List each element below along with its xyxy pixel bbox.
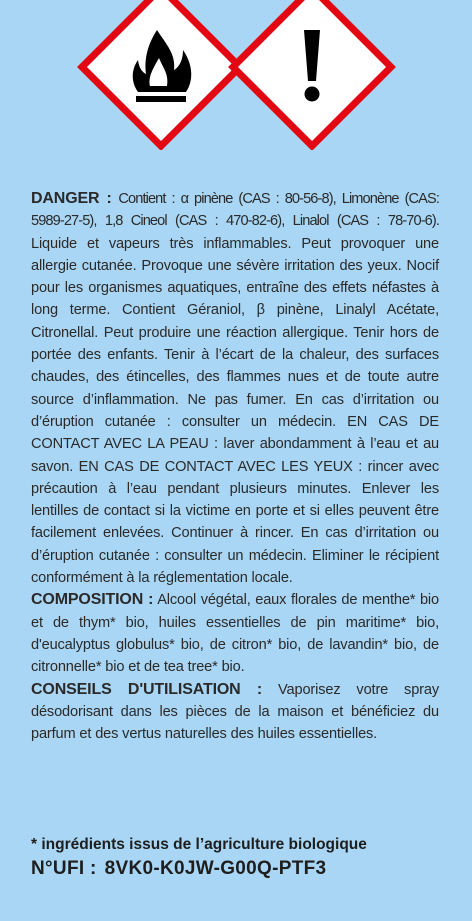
usage-text: Vaporisez votre spray désodorisant dans les pièces de la maison et bénéficiez du parfum et des vertus naturelles des huiles essentielles. — [31, 681, 439, 743]
ghs02-flame-icon — [82, 0, 240, 146]
usage-heading: CONSEILS D'UTILISATION : — [31, 680, 263, 698]
hazard-pictograms — [0, 0, 472, 150]
label-text — [31, 188, 439, 745]
composition-heading: COMPOSITION : — [31, 591, 154, 609]
ufi-line — [31, 858, 451, 880]
organic-footnote: * ingrédients issus de l’agriculture biologique — [31, 836, 367, 853]
danger-heading: DANGER : — [31, 190, 112, 207]
danger-contains: Contient : α pinène (CAS : 80-56-8), Limonène (CAS: 5989-27-5), 1,8 Cineol (CAS : 470-82-6), Linalol (CAS : 78-70-6). — [31, 191, 439, 230]
ghs07-exclamation-icon — [233, 0, 391, 146]
ufi-label: N°UFI : — [31, 858, 97, 879]
composition-section — [31, 589, 439, 678]
usage-section — [31, 679, 439, 746]
ufi-code: 8VK0-K0JW-G00Q-PTF3 — [104, 858, 327, 879]
composition-text: Alcool végétal, eaux florales de menthe* bio et de thym* bio, huiles essentielles de pin maritime* bio, d'eucalyptus globulus* bio, de citron* bio, de lavandin* bio, de citronnelle* bio et de tea tree* bio. — [31, 592, 439, 676]
danger-section — [31, 188, 439, 589]
danger-statements: Liquide et vapeurs très inflammables. Peut provoquer une allergie cutanée. Provoque une sévère irritation des yeux. Nocif pour les organismes aquatiques, entraîne des effets néfastes à long terme. Contient Géraniol, β pinène, Linalyl Acétate, Citronellal. Peut produire une réaction allergique. Tenir hors de portée des enfants. Tenir à l’écart de la chaleur, des surfaces chaudes, des étincelles, des flammes nues et de toute autre source d’inflammation. Ne pas fumer. En cas d’irritation ou d’éruption cutanée : consulter un médecin. EN CAS DE CONTACT AVEC LA PEAU : laver abondamment à l’eau et au savon. EN CAS DE CONTACT AVEC LES YEUX : rincer avec précaution à l’eau pendant plusieurs minutes. Enlever les lentilles de contact si la victime en porte et si elles peuvent être facilement enlevées. Continuer à rincer. En cas d’irritation ou d’éruption cutanée : consulter un médecin. Eliminer le récipient conformément à la réglementation locale. — [31, 235, 439, 587]
